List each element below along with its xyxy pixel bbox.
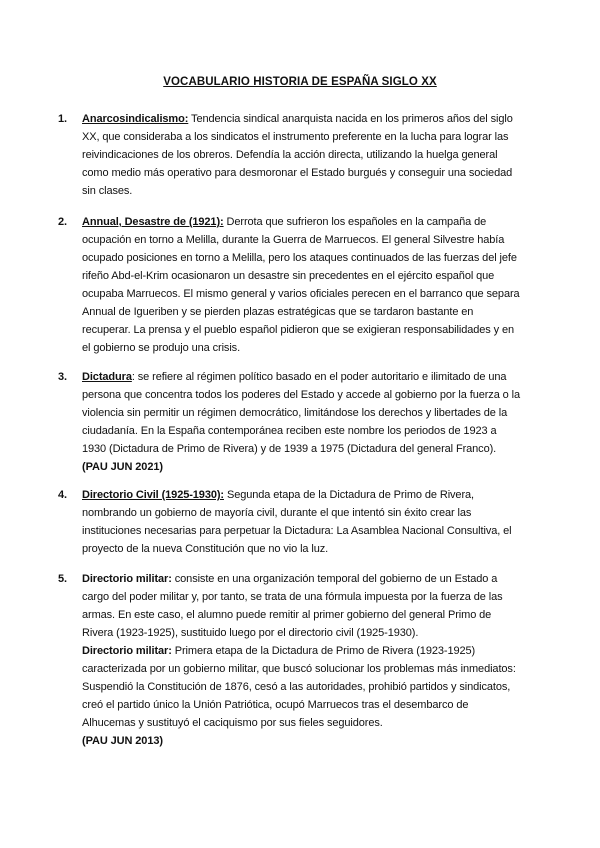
vocabulary-entry-dictadura [58,368,522,476]
entry-definition: Segunda etapa de la Dictadura de Primo de Rivera, nombrando un gobierno de mayoría civil, durante el que intentó sin éxito crear las instituciones necesarias para perpetuar la Dictadura: La Asamblea Nacional Consultiva, el proyecto de la nueva Constitución que no vio la luz. [82,489,512,555]
entry-number: 5. [58,573,67,585]
entry-definition: : se refiere al régimen político basado en el poder autoritario e ilimitado de una persona que concentra todos los poderes del Estado y accede al gobierno por la fuerza o la violencia sin permitir un régimen democrático, limitándose los derechos y libertades de la ciudadanía. En la España contemporánea reciben este nombre los periodos de 1923 a 1930 (Dictadura de Primo de Rivera) y de 1939 a 1975 (Dictadura del general Franco). [82,371,521,455]
vocabulary-entry-directorio-civil [58,486,522,558]
entry-term: Anarcosindicalismo: [82,113,189,125]
entry-number: 4. [58,489,67,501]
entry-text [82,570,522,642]
entry-definition: Derrota que sufrieron los españoles en la campaña de ocupación en torno a Melilla, durante la Guerra de Marruecos. El general Silvestre había ocupado posiciones en torno a Melilla, pero los ataques continuados de las fuerzas del jefe rifeño Abd-el-Krim ocasionaron un desastre sin precedentes en el ejército español que ocupaba Marruecos. El mismo general y varios oficiales perecen en el barranco que separa Annual de Igueriben y se pierden plazas estratégicas que se tardaron bastante en recuperar. La prensa y el pueblo español pidieron que se exigieran responsabilidades y en el gobierno se produjo una crisis. [82,216,520,354]
entry-definition: Tendencia sindical anarquista nacida en los primeros años del siglo XX, que consideraba a los sindicatos el instrumento preferente en la lucha para lograr las reivindicaciones de los obreros. Defendía la acción directa, utilizando la huelga general como medio más operativo para desmoronar el Estado burgués y conseguir una sociedad sin clases. [82,113,513,197]
exam-reference: (PAU JUN 2013) [82,735,163,747]
entry-term: Directorio Civil (1925-1930): [82,489,224,501]
entry-term: Annual, Desastre de (1921): [82,216,224,228]
entry-number: 1. [58,113,67,125]
entry-text [82,486,522,558]
entry-text [82,368,522,476]
entry-number: 2. [58,216,67,228]
entry-text [82,110,522,200]
entry-text [82,213,522,357]
entry-note-line [82,732,522,750]
entry-term: Dictadura [82,371,132,383]
document-title: VOCABULARIO HISTORIA DE ESPAÑA SIGLO XX [163,76,437,88]
entry-term-second: Directorio militar: [82,645,172,657]
vocabulary-entry-annual [58,213,522,357]
exam-reference: (PAU JUN 2021) [82,461,163,473]
entry-definition-second: Primera etapa de la Dictadura de Primo de Rivera (1923-1925) caracterizada por un gobierno militar, que buscó solucionar los problemas más inmediatos: Suspendió la Constitución de 1876, cesó a las autoridades, prohibió partidos y sindicatos, creó el partido único la Unión Patriótica, ocupó Marruecos tras el desembarco de Alhucemas y sustituyó el caciquismo por sus fieles seguidores. [82,645,516,729]
entry-number: 3. [58,371,67,383]
entry-definition: consiste en una organización temporal del gobierno de un Estado a cargo del poder militar y, por tanto, se trata de una fórmula impuesta por la fuerza de las armas. En este caso, el alumno puede remitir al primer gobierno del general Primo de Rivera (1923-1925), sustituido luego por el directorio civil (1925-1930). [82,573,503,639]
entry-text-second [82,642,522,732]
entry-term: Directorio militar: [82,573,172,585]
vocabulary-entry-anarcosindicalismo [58,110,522,200]
vocabulary-entry-directorio-militar [58,570,522,750]
